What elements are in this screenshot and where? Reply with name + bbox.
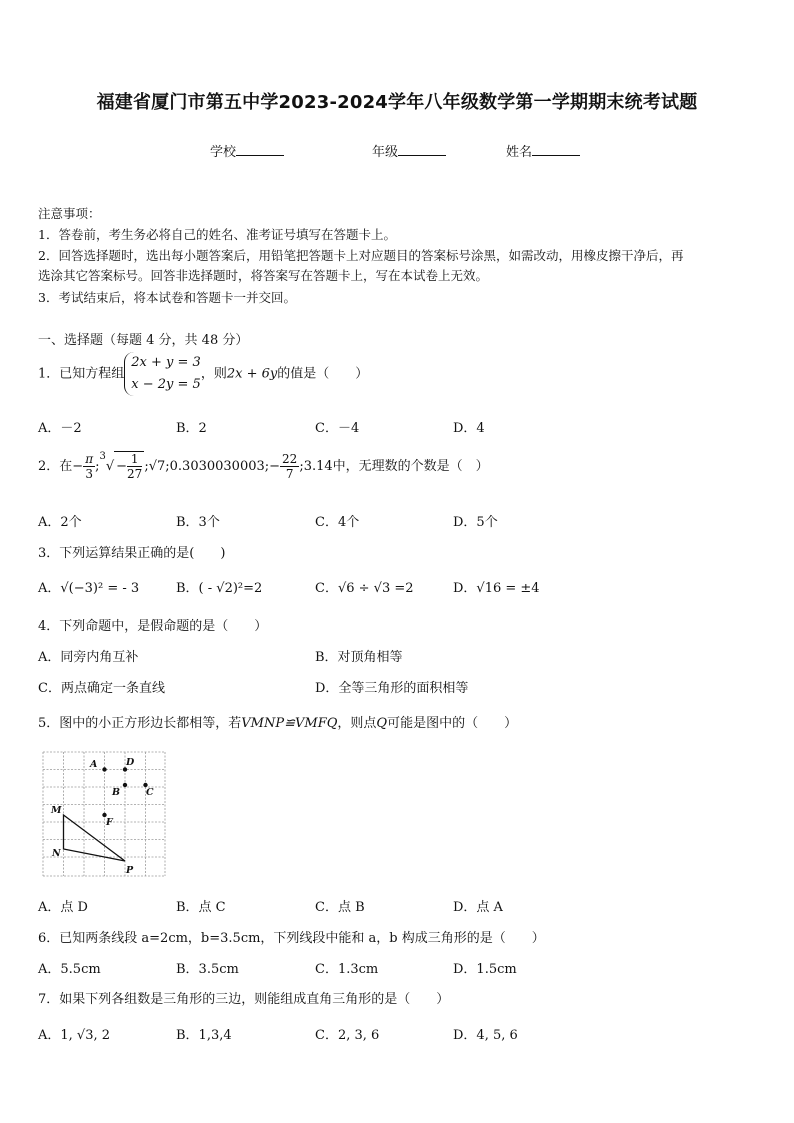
- q5-var: Q: [376, 716, 388, 731]
- name-field: [506, 141, 580, 160]
- grade-field: [372, 141, 446, 160]
- q6-option-c: C．1.3cm: [315, 962, 379, 977]
- question-3: 3．下列运算结果正确的是( ): [38, 546, 226, 561]
- section-heading: 一、选择题（每题 4 分，共 48 分）: [38, 333, 249, 348]
- q6-option-a: A．5.5cm: [38, 962, 101, 977]
- notes-heading: 注意事项：: [38, 206, 101, 221]
- q4-option-b: B．对顶角相等: [315, 650, 403, 665]
- q5-option-c: C．点 B: [315, 900, 365, 915]
- q5-option-d: D．点 A: [453, 900, 503, 915]
- question-2: 2．在− $\frac{\pi}{3}$ ;$^3$√ − $\frac{1}{27}$ ;√7;0.3030030003;− $\frac{22}{7}$ ;3.14中，无理数的个数是（ ）: [38, 451, 489, 481]
- label-p: P: [126, 865, 134, 876]
- question-4: 4．下列命题中，是假命题的是（ ）: [38, 619, 268, 634]
- grid-figure: [42, 751, 166, 877]
- q1-expr: 2x + 6y: [226, 366, 278, 382]
- q2-option-b: B．3个: [176, 515, 220, 530]
- q2-mid: ;√7;0.3030030003;: [144, 459, 270, 474]
- q4-option-c: C．两点确定一条直线: [38, 681, 165, 696]
- q1-option-d: D．4: [453, 421, 485, 436]
- question-1: [38, 352, 368, 396]
- equation-system: [124, 352, 201, 396]
- note-item: 1．答卷前，考生务必将自己的姓名、准考证号填写在答题卡上。: [38, 227, 396, 242]
- q5-congruence: VMNP≌VMFQ: [241, 716, 338, 731]
- label-n: N: [52, 848, 61, 859]
- q3-option-b: B．( - √2)²=2: [176, 581, 263, 596]
- page-title: 福建省厦门市第五中学2023-2024学年八年级数学第一学期期末统考试题: [96, 92, 698, 113]
- q1-eq1: 2x + y = 3: [131, 355, 201, 370]
- label-a: A: [90, 759, 98, 770]
- label-b: B: [112, 787, 121, 798]
- q2-option-a: A．2个: [38, 515, 82, 530]
- q1-suffix: 的值是（ ）: [277, 366, 369, 382]
- q4-option-a: A．同旁内角互补: [38, 650, 139, 665]
- q5-option-b: B．点 C: [176, 900, 226, 915]
- q5-option-a: A．点 D: [38, 900, 88, 915]
- q2-suffix: ;3.14中，无理数的个数是（ ）: [299, 459, 489, 474]
- note-item: 3．考试结束后，将本试卷和答题卡一并交回。: [38, 290, 296, 305]
- name-label: 姓名: [506, 145, 533, 160]
- q3-option-d: D．√16 = ±4: [453, 581, 540, 596]
- question-6: 6．已知两条线段 a=2cm，b=3.5cm，下列线段中能和 a，b 构成三角形的是（ ）: [38, 931, 545, 946]
- q1-option-a: A．－2: [38, 421, 82, 436]
- cube-root: − $\frac{1}{27}$: [116, 452, 143, 481]
- q1-prefix: 1．已知方程组: [38, 366, 125, 382]
- q1-eq2: x − 2y = 5: [131, 377, 201, 392]
- name-blank: [532, 143, 580, 156]
- q1-option-c: C．－4: [315, 421, 360, 436]
- q2-option-d: D．5个: [453, 515, 498, 530]
- q7-option-a: A．1, √3, 2: [38, 1028, 111, 1043]
- school-label: 学校: [210, 145, 237, 160]
- q7-option-c: C．2, 3, 6: [315, 1028, 380, 1043]
- triangle-mnp: [64, 815, 126, 861]
- q7-option-b: B．1,3,4: [176, 1028, 232, 1043]
- q5-stem-c: 可能是图中的（ ）: [387, 716, 518, 731]
- note-item: 2．回答选择题时，选出每小题答案后，用铅笔把答题卡上对应题目的答案标号涂黑，如需改动，用橡皮擦干净后，再: [38, 248, 684, 263]
- q5-stem-a: 5．图中的小正方形边长都相等，若: [38, 716, 242, 731]
- question-7: 7．如果下列各组数是三角形的三边，则能组成直角三角形的是（ ）: [38, 992, 450, 1007]
- school-blank: [236, 143, 284, 156]
- q4-option-d: D．全等三角形的面积相等: [315, 681, 469, 696]
- fraction-22-7: $\frac{22}{7}$: [282, 452, 298, 481]
- q2-option-c: C．4个: [315, 515, 360, 530]
- pi-fraction: $\frac{\pi}{3}$: [85, 452, 94, 481]
- label-c: C: [146, 787, 154, 798]
- q6-option-d: D．1.5cm: [453, 962, 517, 977]
- q6-option-b: B．3.5cm: [176, 962, 239, 977]
- label-d: D: [126, 757, 135, 768]
- q3-option-a: A．√(−3)² = - 3: [38, 581, 140, 596]
- q1-mid: ，则: [200, 366, 227, 382]
- q2-prefix: 2．在: [38, 459, 73, 474]
- note-item: 选涂其它答案标号。回答非选择题时，将答案写在答题卡上，写在本试卷上无效。: [38, 268, 489, 283]
- q3-option-c: C．√6 ÷ √3 =2: [315, 581, 414, 596]
- grade-blank: [398, 143, 446, 156]
- grade-label: 年级: [372, 145, 399, 160]
- school-field: [210, 141, 284, 160]
- q1-option-b: B．2: [176, 421, 207, 436]
- point-b: [123, 783, 127, 787]
- q7-option-d: D．4, 5, 6: [453, 1028, 518, 1043]
- point-a: [102, 767, 106, 771]
- label-f: F: [106, 817, 113, 828]
- q5-stem-b: ，则点: [337, 716, 377, 731]
- question-5: [38, 712, 517, 731]
- label-m: M: [51, 805, 62, 816]
